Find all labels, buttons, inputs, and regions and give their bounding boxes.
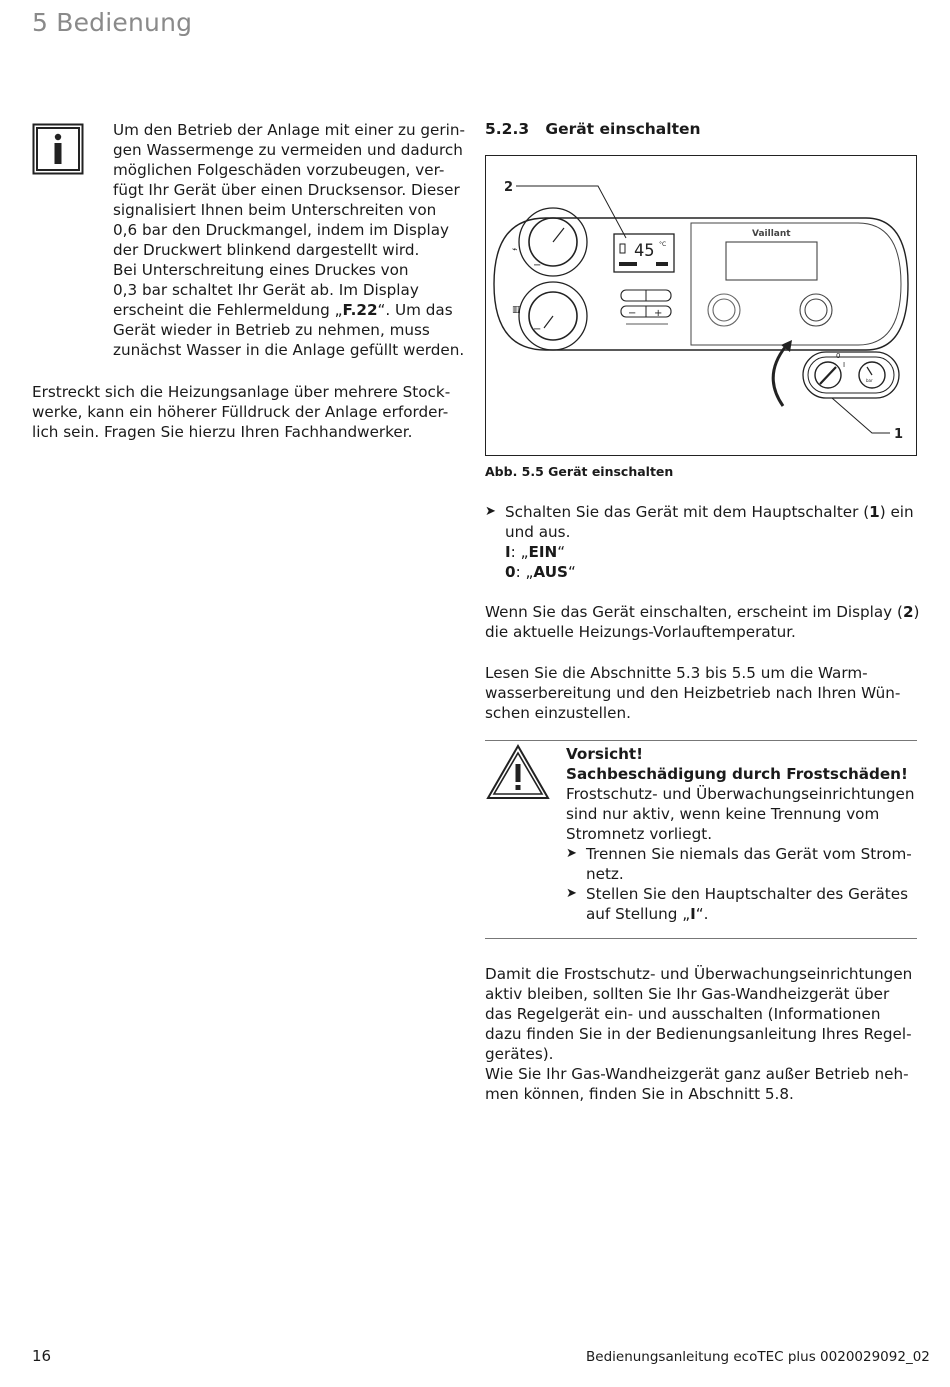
page-number: 16 [32, 1347, 52, 1365]
switch-off-line [505, 562, 917, 582]
switch-on-line [505, 542, 917, 562]
svg-text:▥: ▥ [512, 305, 521, 315]
display-symbols [619, 262, 637, 266]
warning-line: Stromnetz vorliegt. [566, 825, 713, 843]
instruction-line [505, 502, 917, 522]
info-line: Gerät wieder in Betrieb zu nehmen, muss [113, 321, 430, 339]
gauge-unit: bar [866, 378, 873, 383]
paragraph-line: die aktuelle Heizungs-Vorlauftemperatur. [485, 623, 796, 641]
bullet-line: Trennen Sie niemals das Gerät vom Strom- [586, 845, 912, 863]
figure-caption: Abb. 5.5 Gerät einschalten [485, 464, 674, 479]
text: ) [913, 603, 920, 621]
warning-icon [486, 744, 550, 800]
warning-bullet [566, 844, 918, 884]
brand-logo: Vaillant [752, 229, 791, 239]
warning-subtitle: Sachbeschädigung durch Frostschäden! [566, 765, 908, 783]
info-line: signalisiert Ihnen beim Unterschreiten von [113, 201, 437, 219]
off-label: AUS [533, 563, 568, 581]
info-line: gen Wassermenge zu vermeiden und dadurch [113, 141, 463, 159]
warning-line: sind nur aktiv, wenn keine Trennung vom [566, 805, 880, 823]
ref-number: 1 [869, 503, 880, 521]
text: : „ [510, 543, 529, 561]
panel-inner-right [691, 223, 901, 345]
paragraph-line: lich sein. Fragen Sie hierzu Ihren Fachhandwerker. [32, 423, 413, 441]
bullet-line: Stellen Sie den Hauptschalter des Gerätes [586, 885, 908, 903]
switch-label-off: 0 [836, 352, 841, 360]
flame-icon [620, 244, 625, 253]
on-label: EIN [528, 543, 558, 561]
ref-number: 2 [902, 603, 914, 621]
section-number: 5.2.3 [485, 120, 530, 138]
info-line: fügt Ihr Gerät über einen Drucksensor. Dieser [113, 181, 460, 199]
switch-position: I [690, 905, 696, 923]
warning-line: Frostschutz- und Überwachungseinrichtungen [566, 785, 915, 803]
callout-number-1: 1 [894, 427, 904, 442]
info-note [113, 120, 469, 360]
text: Schalten Sie das Gerät mit dem Hauptschalter ( [505, 503, 870, 521]
info-icon [32, 123, 84, 175]
display-unit: °C [659, 241, 667, 248]
info-line-error-code [113, 300, 469, 320]
figure-control-panel [485, 155, 917, 456]
info-line: möglichen Folgeschäden vorzubeugen, ver- [113, 161, 445, 179]
paragraph-line: dazu finden Sie in der Bedienungsanleitung Ihres Regel- [485, 1025, 912, 1043]
bullet-arrow-icon: ➤ [566, 886, 577, 901]
svg-text:+: + [654, 308, 663, 319]
display-paragraph [485, 602, 925, 642]
error-code: F.22 [342, 301, 378, 319]
paragraph-line [485, 602, 925, 622]
switch-label-on: I [843, 361, 846, 369]
callout-number-2: 2 [504, 180, 514, 195]
paragraph-line: aktiv bleiben, sollten Sie Ihr Gas-Wandheizgerät über [485, 985, 890, 1003]
warning-bullet [566, 884, 918, 924]
paragraph-line: Erstreckt sich die Heizungsanlage über mehrere Stock- [32, 383, 451, 401]
warning-top-rule [485, 740, 917, 741]
svg-text:−: − [628, 308, 637, 319]
instruction-block [485, 502, 917, 582]
info-line: 0,3 bar schaltet Ihr Gerät ab. Im Display [113, 281, 419, 299]
final-paragraph [485, 964, 925, 1104]
control-panel-drawing [486, 156, 915, 454]
section-title [485, 120, 701, 138]
paragraph-line: Wie Sie Ihr Gas-Wandheizgerät ganz außer Betrieb neh- [485, 1065, 909, 1083]
on-key: I [505, 543, 511, 561]
bullet-arrow-icon: ➤ [566, 846, 577, 861]
display-temperature: 45 [634, 241, 655, 261]
svg-text:⌁: ⌁ [512, 245, 518, 255]
instruction-item [485, 502, 917, 582]
sections-paragraph [485, 663, 925, 723]
text: erscheint die Fehlermeldung „ [113, 301, 343, 319]
paragraph-line: schen einzustellen. [485, 704, 631, 722]
off-key: 0 [505, 563, 516, 581]
text: “. [695, 905, 709, 923]
text: ) ein [879, 503, 914, 521]
paragraph-line: men können, finden Sie in Abschnitt 5.8. [485, 1085, 794, 1103]
rotation-arrow [773, 346, 786, 406]
svg-text:−: − [533, 324, 542, 335]
paragraph-line: gerätes). [485, 1045, 554, 1063]
info-line: 0,6 bar den Druckmangel, indem im Display [113, 221, 450, 239]
warning-bottom-rule [485, 938, 917, 939]
text: “ [557, 543, 566, 561]
paragraph-line: Lesen Sie die Abschnitte 5.3 bis 5.5 um die Warm- [485, 664, 868, 682]
bullet-line: netz. [586, 865, 624, 883]
instruction-line: und aus. [505, 523, 571, 541]
paragraph-line: Damit die Frostschutz- und Überwachungseinrichtungen [485, 965, 913, 983]
warning-title: Vorsicht! [566, 745, 644, 763]
svg-text:−: − [533, 260, 542, 271]
bullet-line [586, 904, 918, 924]
info-line: Um den Betrieb der Anlage mit einer zu gerin- [113, 121, 465, 139]
text: auf Stellung „ [586, 905, 691, 923]
text: Wenn Sie das Gerät einschalten, erscheint im Display ( [485, 603, 903, 621]
warning-text [566, 744, 918, 924]
bullet-arrow-icon: ➤ [485, 504, 496, 519]
section-heading: Gerät einschalten [545, 120, 701, 138]
document-title: Bedienungsanleitung ecoTEC plus 0020029092_02 [586, 1349, 930, 1365]
paragraph-line: werke, kann ein höherer Fülldruck der Anlage erforder- [32, 403, 449, 421]
info-line: Bei Unterschreitung eines Druckes von [113, 261, 409, 279]
text: : „ [515, 563, 534, 581]
chapter-header: 5 Bedienung [32, 8, 193, 37]
controller-slot [726, 242, 817, 280]
building-note [32, 382, 472, 442]
text: “ [567, 563, 576, 581]
paragraph-line: wasserbereitung und den Heizbetrieb nach Ihren Wün- [485, 684, 901, 702]
info-line: zunächst Wasser in die Anlage gefüllt werden. [113, 341, 465, 359]
info-line: der Druckwert blinkend dargestellt wird. [113, 241, 420, 259]
paragraph-line: das Regelgerät ein- und ausschalten (Informationen [485, 1005, 881, 1023]
callout-line-1 [832, 398, 890, 433]
text: “. Um das [377, 301, 453, 319]
